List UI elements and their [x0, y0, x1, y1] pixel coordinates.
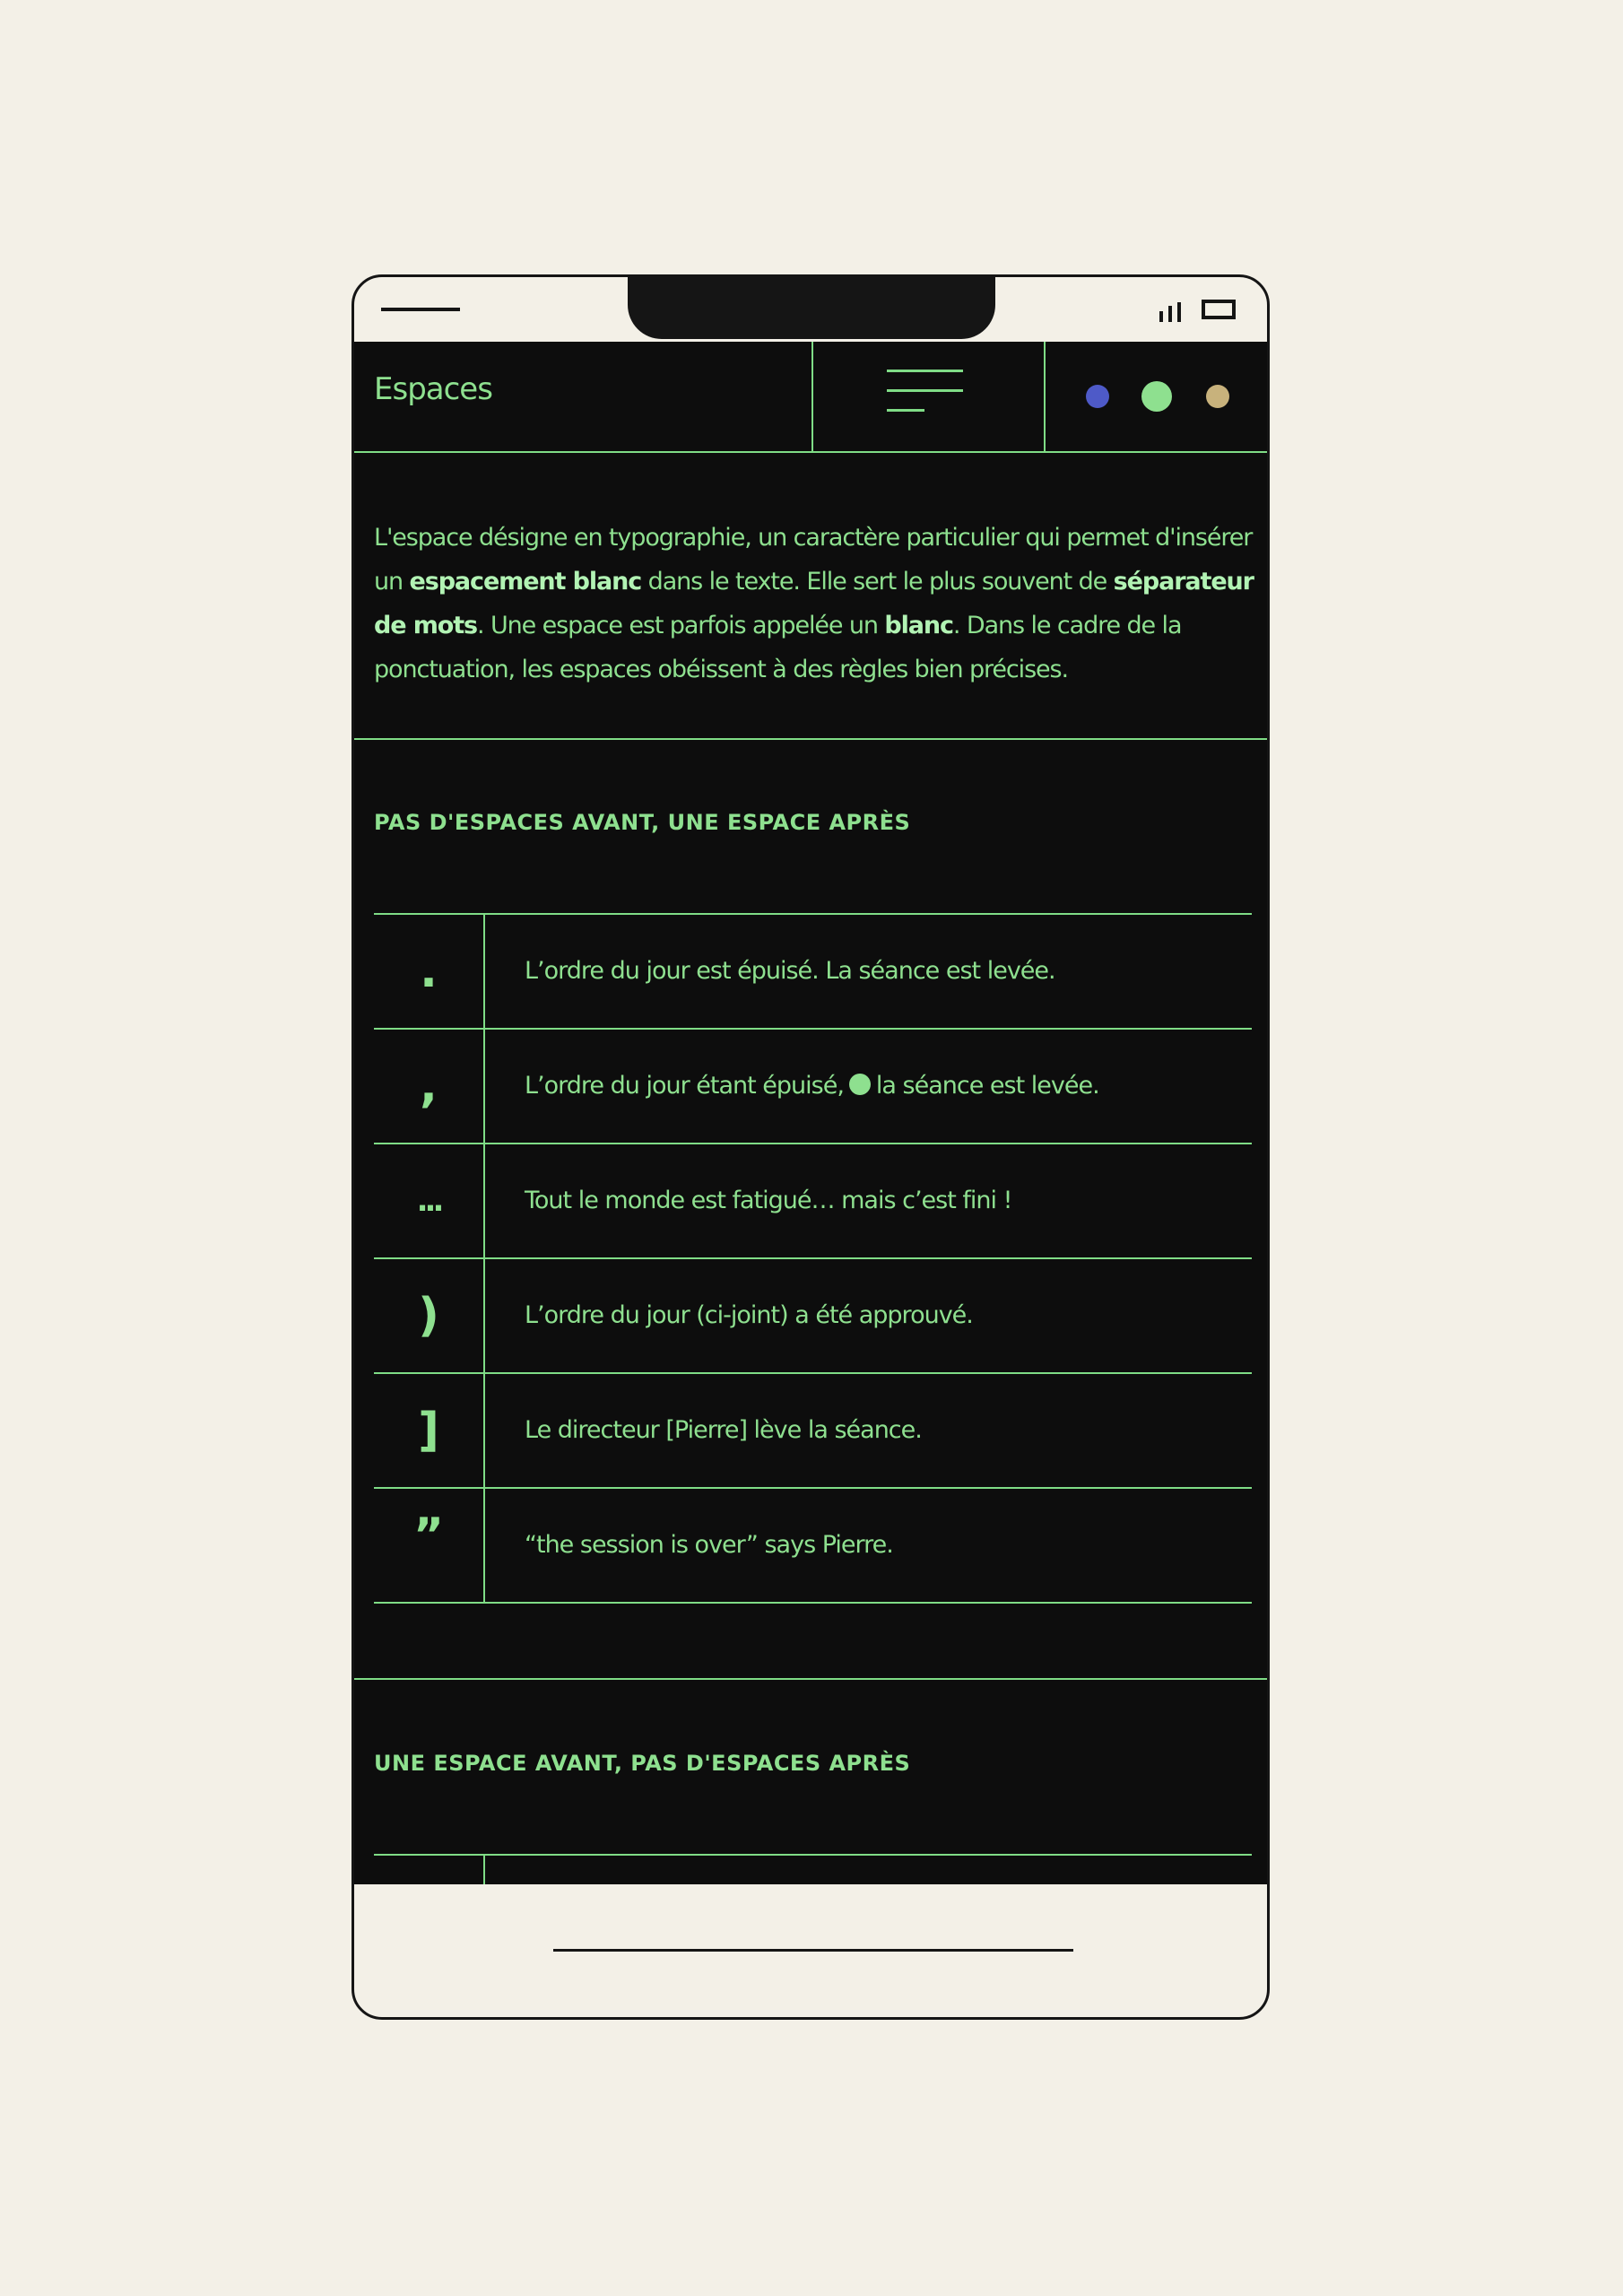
section-divider — [354, 1678, 1267, 1680]
hamburger-icon-line — [887, 409, 924, 412]
home-indicator[interactable] — [553, 1949, 1073, 1952]
punctuation-symbol: ” — [374, 1489, 485, 1602]
hamburger-icon-line — [887, 370, 963, 372]
example-text: L’ordre du jour (ci-joint) a été approuvé. — [525, 1301, 973, 1329]
phone-frame — [352, 274, 1270, 2020]
space-marker-icon — [849, 1074, 871, 1095]
example-text: “the session is over” says Pierre. — [525, 1531, 893, 1559]
theme-dot-green[interactable] — [1141, 381, 1172, 412]
punctuation-table — [374, 913, 1252, 1604]
example-text: Le directeur [Pierre] lève la séance. — [525, 1416, 922, 1444]
section-heading: UNE ESPACE AVANT, PAS D'ESPACES APRÈS — [374, 1751, 911, 1776]
table-row — [374, 1374, 1252, 1489]
header-divider — [1044, 342, 1046, 451]
section-heading: PAS D'ESPACES AVANT, UNE ESPACE APRÈS — [374, 810, 911, 835]
intro-paragraph — [374, 516, 1257, 691]
table-row — [374, 1030, 1252, 1144]
table-row — [374, 1856, 1252, 1884]
section-divider — [354, 738, 1267, 740]
intro-bold: blanc — [884, 612, 953, 639]
theme-switcher — [1046, 342, 1267, 451]
example-text: L’ordre du jour est épuisé. La séance est levée. — [525, 957, 1055, 985]
intro-text: . Une espace est parfois appelée un — [477, 612, 885, 639]
notch — [628, 274, 995, 339]
app-title: Espaces — [374, 371, 492, 407]
example-text-part: L’ordre du jour étant épuisé, — [525, 1072, 844, 1100]
example-text — [525, 1030, 1099, 1143]
intro-text: dans le texte. Elle sert le plus souvent de — [641, 568, 1114, 596]
status-bar — [354, 277, 1267, 342]
table-row — [374, 1144, 1252, 1259]
example-text: Tout le monde est fatigué… mais c’est fini ! — [525, 1187, 1012, 1214]
punctuation-symbol: ] — [374, 1374, 485, 1487]
punctuation-symbol: . — [374, 915, 485, 1028]
example-text-part: la séance est levée. — [875, 1072, 1099, 1100]
theme-dot-blue[interactable] — [1086, 385, 1109, 408]
intro-text: L'espace désigne en typographie, un caractère particulier qui permet d'insérer un — [374, 524, 1253, 596]
punctuation-symbol — [374, 1856, 485, 1884]
theme-dot-beige[interactable] — [1206, 385, 1229, 408]
menu-button[interactable] — [813, 342, 1045, 451]
punctuation-table — [374, 1854, 1252, 1884]
punctuation-symbol: ... — [374, 1144, 485, 1257]
hamburger-icon-line — [887, 389, 963, 392]
punctuation-symbol: , — [374, 1030, 485, 1143]
intro-bold: espacement blanc — [409, 568, 642, 596]
intro-bold: séparateur de mots — [374, 568, 1254, 639]
punctuation-symbol: ) — [374, 1259, 485, 1372]
intro-text: . Dans le cadre de la ponctuation, les espaces obéissent à des règles bien précises. — [374, 612, 1182, 683]
battery-icon — [1202, 300, 1236, 319]
table-row — [374, 1259, 1252, 1374]
table-row — [374, 915, 1252, 1030]
app-header — [354, 342, 1267, 453]
app-screen — [354, 342, 1267, 1884]
signal-icon — [1159, 300, 1192, 322]
table-row — [374, 1489, 1252, 1604]
status-bar-line — [381, 308, 460, 311]
